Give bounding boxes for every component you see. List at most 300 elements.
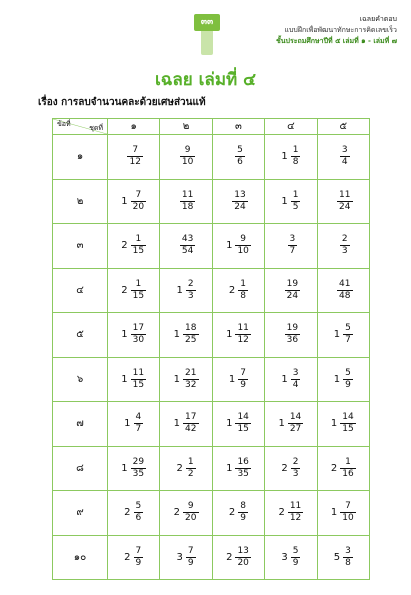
row-header: ๕ [53,313,108,358]
fraction [134,412,144,435]
answer-cell [160,313,212,358]
numerator: 11 [237,323,249,334]
numerator: 7 [187,545,194,556]
numerator: 17 [132,323,145,334]
numerator: 1 [135,278,142,289]
numerator: 7 [135,545,142,556]
mixed-number [229,279,248,302]
answer-cell [317,313,369,358]
mixed-number [229,368,248,391]
fraction [180,145,195,168]
mixed-number [278,412,303,435]
fraction [131,368,146,391]
fraction [235,412,250,435]
denominator: 8 [292,157,299,168]
answer-cell [265,135,317,180]
table-row [53,402,370,447]
numerator: 3 [341,145,348,156]
answer-cell [212,357,264,402]
table-row [53,268,370,313]
denominator: 3 [292,468,299,479]
column-header: ๑ [108,119,160,135]
table-row [53,446,370,491]
table-row [53,313,370,358]
fraction [340,145,350,168]
header-line-3: ชั้นประถมศึกษาปีที่ ๕ เล่มที่ ๑ - เล่มที่ ๗ [276,37,397,45]
corner-label-set: ชุดที่ [89,124,103,132]
whole-part: 2 [124,507,131,519]
numerator: 13 [237,545,249,556]
mixed-number [278,501,303,524]
row-header: ๒ [53,179,108,224]
answer-cell [108,268,160,313]
whole-part: 3 [176,551,183,563]
page-number-badge: ๓๓ [194,14,220,31]
answer-cell [317,535,369,580]
denominator: 2 [187,468,194,479]
mixed-number [177,279,196,302]
mixed-number [177,145,195,168]
denominator: 12 [289,513,302,524]
fraction [131,190,146,213]
numerator: 19 [286,278,299,289]
denominator: 8 [240,290,247,301]
answer-cell [317,135,369,180]
fraction [291,457,301,480]
numerator: 21 [185,367,197,378]
fraction [183,412,198,435]
whole-part: 2 [281,462,288,474]
numerator: 14 [342,412,354,423]
mixed-number [281,145,300,168]
whole-part: 1 [226,329,233,341]
mixed-number [121,457,146,480]
whole-part: 1 [176,284,183,296]
denominator: 16 [342,468,354,479]
numerator: 7 [240,367,247,378]
numerator: 43 [181,234,194,245]
numerator: 41 [339,278,351,289]
numerator: 1 [187,456,194,467]
fraction [337,190,352,213]
fraction [337,279,352,302]
numerator: 7 [135,189,142,200]
numerator: 5 [292,545,299,556]
fraction [186,546,196,569]
numerator: 14 [289,412,302,423]
fraction [235,234,250,257]
mixed-number [337,145,350,168]
answer-cell [108,224,160,269]
answer-cell [265,268,317,313]
column-header: ๒ [160,119,212,135]
mixed-number [177,234,195,257]
whole-part: 1 [173,418,181,430]
corner-label-item: ข้อที่ [57,120,71,128]
mixed-number [226,234,251,257]
denominator: 10 [342,513,354,524]
table-corner-cell [53,119,108,135]
numerator: 19 [286,323,299,334]
answer-cell [265,535,317,580]
numerator: 13 [234,189,246,200]
whole-part: 5 [333,551,341,563]
denominator: 9 [240,379,247,390]
denominator: 30 [132,335,145,346]
denominator: 4 [292,379,299,390]
denominator: 8 [345,557,351,568]
mixed-number [334,323,353,346]
whole-part: 1 [173,373,181,385]
numerator: 11 [132,367,145,378]
numerator: 3 [345,545,351,556]
fraction [340,501,355,524]
table-row [53,135,370,180]
mixed-number [285,234,298,257]
mixed-number [174,412,199,435]
numerator: 8 [240,501,247,512]
fraction [131,279,146,302]
denominator: 9 [135,557,142,568]
answer-cell [317,179,369,224]
numerator: 2 [341,234,348,245]
answer-cell [317,224,369,269]
whole-part: 2 [330,462,338,474]
answer-cell [160,357,212,402]
whole-part: 2 [176,462,183,474]
answer-cell [212,446,264,491]
denominator: 6 [135,513,142,524]
mixed-number [124,546,143,569]
mixed-number [331,412,356,435]
fraction [186,279,196,302]
whole-part: 1 [121,462,128,474]
answer-cell [265,491,317,536]
answer-cell [265,402,317,447]
mixed-number [281,546,300,569]
answer-table [52,118,370,580]
fraction [131,234,146,257]
numerator: 3 [289,234,296,245]
denominator: 36 [286,335,299,346]
fraction [291,145,301,168]
denominator: 48 [339,290,351,301]
whole-part: 2 [228,507,236,519]
answer-cell [160,446,212,491]
denominator: 15 [132,379,145,390]
mixed-number [282,279,300,302]
fraction [343,546,353,569]
row-header: ๑ [53,135,108,180]
table-header-row [53,119,370,135]
whole-part: 2 [124,551,131,563]
mixed-number [124,412,143,435]
column-header: ๓ [212,119,264,135]
fraction [288,501,303,524]
denominator: 24 [234,201,246,212]
row-header: ๙ [53,491,108,536]
numerator: 16 [237,456,249,467]
table-row [53,357,370,402]
numerator: 1 [240,278,247,289]
row-header: ๗ [53,402,108,447]
mixed-number [226,457,251,480]
denominator: 15 [132,290,145,301]
answer-cell [212,535,264,580]
mixed-number [229,501,248,524]
denominator: 3 [341,246,348,257]
answer-cell [108,491,160,536]
answer-cell [160,491,212,536]
denominator: 35 [132,468,145,479]
denominator: 24 [339,201,351,212]
table-row [53,224,370,269]
row-header: ๘ [53,446,108,491]
mixed-number [337,234,350,257]
whole-part: 3 [281,551,288,563]
header-line-1: เฉลยคำตอบ [359,15,397,23]
numerator: 5 [135,501,142,512]
whole-part: 1 [226,418,233,430]
whole-part: 2 [173,507,181,519]
answer-cell [265,357,317,402]
mixed-number [121,190,146,213]
mixed-number [334,279,352,302]
answer-cell [212,313,264,358]
whole-part: 1 [124,418,131,430]
whole-part: 2 [121,284,128,296]
whole-part: 1 [173,329,181,341]
whole-part: 1 [333,373,341,385]
mixed-number [177,190,195,213]
numerator: 29 [132,456,145,467]
numerator: 1 [135,234,142,245]
denominator: 9 [240,513,247,524]
whole-part: 1 [281,373,288,385]
fraction [180,234,195,257]
numerator: 5 [345,367,351,378]
answer-cell [160,535,212,580]
fraction [291,546,301,569]
answer-cell [108,535,160,580]
denominator: 20 [132,201,145,212]
numerator: 9 [184,145,191,156]
answer-cell [160,224,212,269]
numerator: 5 [237,145,243,156]
mixed-number [174,368,199,391]
denominator: 4 [341,157,348,168]
fraction [291,190,301,213]
mixed-number [282,323,300,346]
fraction [238,279,248,302]
fraction [183,323,198,346]
fraction [288,412,303,435]
table-row [53,179,370,224]
fraction [131,323,146,346]
denominator: 6 [237,157,243,168]
table-row [53,491,370,536]
mixed-number [232,145,245,168]
denominator: 20 [185,513,197,524]
fraction [235,457,250,480]
fraction [343,368,353,391]
whole-part: 1 [226,462,233,474]
fraction [340,234,350,257]
answer-cell [160,179,212,224]
page-number-tab [201,31,213,55]
denominator: 20 [237,557,249,568]
whole-part: 2 [226,551,233,563]
answer-cell [212,135,264,180]
row-header: ๑๐ [53,535,108,580]
denominator: 27 [289,424,302,435]
mixed-number [124,501,143,524]
mixed-number [226,412,251,435]
fraction [183,368,198,391]
denominator: 9 [345,379,351,390]
numerator: 11 [289,501,302,512]
denominator: 12 [237,335,249,346]
numerator: 9 [187,501,194,512]
numerator: 2 [187,278,194,289]
denominator: 9 [187,557,194,568]
denominator: 54 [181,246,194,257]
denominator: 35 [237,468,249,479]
numerator: 5 [345,323,351,334]
fraction [235,145,245,168]
answer-cell [317,446,369,491]
answer-cell [317,268,369,313]
mixed-number [226,323,251,346]
answer-cell [108,402,160,447]
fraction [238,501,248,524]
denominator: 7 [289,246,296,257]
whole-part: 1 [121,195,128,207]
page-title: เฉลย เล่มที่ ๔ [154,70,257,90]
fraction [291,368,301,391]
whole-part: 1 [121,329,128,341]
whole-part: 1 [333,329,341,341]
mixed-number [226,546,251,569]
denominator: 15 [132,246,145,257]
fraction [340,457,355,480]
answer-cell [160,402,212,447]
mixed-number [229,190,247,213]
answer-table-body [53,135,370,580]
fraction [343,323,353,346]
denominator: 10 [237,246,249,257]
numerator: 4 [135,412,142,423]
fraction [180,190,195,213]
fraction [340,412,355,435]
mixed-number [281,457,300,480]
whole-part: 1 [330,418,338,430]
column-header: ๕ [317,119,369,135]
mixed-number [331,457,356,480]
answer-cell [212,224,264,269]
denominator: 3 [187,290,194,301]
mixed-number [331,501,356,524]
fraction [235,546,250,569]
mixed-number [177,546,196,569]
row-header: ๓ [53,224,108,269]
denominator: 7 [345,335,351,346]
mixed-number [121,368,146,391]
mixed-number [174,501,199,524]
whole-part: 2 [121,240,128,252]
numerator: 14 [237,412,249,423]
denominator: 10 [181,157,194,168]
fraction [288,234,298,257]
whole-part: 2 [278,507,285,519]
denominator: 42 [185,424,197,435]
denominator: 15 [342,424,354,435]
fraction [134,501,144,524]
whole-part: 1 [226,240,233,252]
answer-cell [108,313,160,358]
answer-cell [108,357,160,402]
table-row [53,535,370,580]
numerator: 17 [185,412,197,423]
whole-part: 1 [278,418,285,430]
answer-cell [108,446,160,491]
denominator: 9 [292,557,299,568]
whole-part: 1 [121,373,128,385]
answer-cell [160,135,212,180]
numerator: 11 [339,189,351,200]
whole-part: 1 [330,507,338,519]
mixed-number [121,279,146,302]
denominator: 12 [129,157,141,168]
row-header: ๖ [53,357,108,402]
fraction [183,501,198,524]
fraction [131,457,146,480]
denominator: 7 [135,424,142,435]
numerator: 7 [132,145,139,156]
numerator: 3 [292,367,299,378]
denominator: 5 [292,201,299,212]
answer-cell [265,313,317,358]
mixed-number [174,323,199,346]
denominator: 15 [237,424,249,435]
fraction [232,190,247,213]
fraction [127,145,142,168]
answer-cell [317,491,369,536]
whole-part: 1 [281,151,288,163]
mixed-number [281,368,300,391]
answer-cell [160,268,212,313]
denominator: 18 [181,201,194,212]
mixed-number [334,368,353,391]
column-header: ๔ [265,119,317,135]
answer-cell [108,135,160,180]
denominator: 25 [185,335,197,346]
header-line-2: แบบฝึกเพื่อพัฒนาทักษะการคิดเลขเร็ว [284,26,397,34]
whole-part: 2 [228,284,236,296]
answer-cell [108,179,160,224]
mixed-number [121,323,146,346]
numerator: 9 [240,234,247,245]
answer-cell [212,179,264,224]
fraction [238,368,248,391]
mixed-number [334,546,353,569]
denominator: 24 [286,290,299,301]
answer-cell [265,446,317,491]
numerator: 1 [345,456,351,467]
mixed-number [281,190,300,213]
answer-cell [265,179,317,224]
answer-cell [212,402,264,447]
